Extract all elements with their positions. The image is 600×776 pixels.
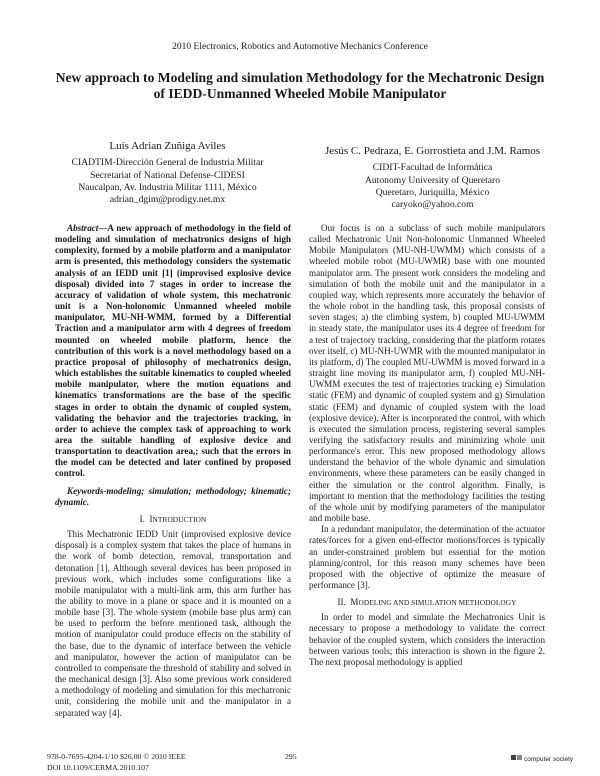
footer-isbn: 978-0-7695-4204-1/10 $26.00 © 2010 IEEE (47, 752, 186, 761)
abstract-label: Abstract (67, 223, 99, 233)
author-block-2 (305, 145, 560, 211)
author-affiliation: Secretariat of National Defense-CIDESI (90, 169, 245, 181)
author-affiliation: CIADTIM-Dirección General de Industria Militar (71, 157, 264, 169)
footer-copyright (47, 752, 186, 773)
author-address: Queretaro, Juriquilla, México (375, 186, 490, 198)
author-affiliation: Autonomy University of Queretaro (364, 174, 501, 186)
section-heading-introduction: I. INTRODUCTION (139, 513, 207, 524)
right-column (309, 223, 545, 668)
author-name: Luis Adrian Zuñiga Aviles (109, 140, 226, 152)
author-affiliation: CIDIT-Facultad de Informática (372, 162, 493, 174)
logo-square-icon (517, 755, 522, 760)
body-paragraph: Our focus is on a subclass of such mobile manipulators called Mechatronic Unit Non-holonomic Unmanned Wheeled Mobile Manipulators (MU-NH-UWMM) which consists of a wheeled mobile robot (MU-UWMR) base with one mounted manipulator arm. The present work considers the modeling and simulation of both the mobile unit and the manipulator in a coupled way, which represents more accurately the behavior of the whole robot in the handling task, this proposal consists of seven stages; a) the climbing system, b) coupled MU-UWMM in steady state, the manipulator uses its 4 degree of freedom for a test of trajectory tracking, considering that the platform rotates over itself, c) MU-NH-UWMR with the mounted manipulator in its platform, d) The coupled MU-UWMM is moved forward in a straight line moving its manipulator arm, f) coupled MU-NH-UWMM executes the test of trajectories tracking e) Simulation static (FEM) and dynamic of coupled system and g) Simulation static (FEM) and dynamic of coupled system with the load (explosive device). After is incorporated the control, with which is executed the simulation process, registering several samples verifying the satisfactory results and minimizing whole unit performance's error. This new proposed methodology allows understand the behavior of the whole dynamic and simulation environments, where these parameters can be easily changed in either the simulation or the control algorithm. Finally, is important to mention that the methodology facilities the testing of the whole unit by modifying parameters of the manipulator and mobile base. (309, 223, 545, 524)
title-line-1: New approach to Modeling and simulation Methodology for the Mechatronic Design (55, 70, 545, 85)
footer-doi: DOI 10.1109/CERMA.2010.107 (47, 762, 149, 772)
author-block-1 (40, 140, 295, 206)
intro-paragraph: This Mechatronic IEDD Unit (improvised explosive device disposal) is a complex system that takes the place of humans in the work of bomb detection, removal, transportation and detonation [1], Although several devices has been proposed in previous work, which includes some configurations like a mobile manipulator with a multi-link arm, this arm further has the ability to move in a plane or space and it is mounted on a mobile base [3]. The whole system (mobile base plus arm) can be used to perform the before mentioned task, although the motion of manipulator could produce effects on the stability of the base, due to the dynamic of interface between the vehicle and manipulator, however the action of manipulator can be controlled to compensate the threshold of stability and solved in the mechanical design [3]. Also some previous work considered a methodology of modeling and simulation for this mechatronic unit, considering the mobile unit and the manipulator in a separated way [4]. (55, 529, 291, 718)
author-name: Jesús C. Pedraza, E. Gorrostieta and J.M. Ramos (324, 145, 541, 157)
author-email: adrian_dgim@prodigy.net.mx (109, 194, 226, 206)
abstract-text: —A new approach of methodology in the field of modeling and simulation of mechatronics designs of high complexity, formed by a mobile platform and a manipulator arm is presented, this methodology considers the systematic analysis of an IEDD unit [1] (improvised explosive device disposal) divided into 7 stages in order to increase the accuracy of validation of whole system, this mechatronic unit is a Non-holonomic Unmanned wheeled mobile manipulator, MU-NH-WMM, formed by a Differential Traction and a manipulator arm with 4 degrees of freedom mounted on wheeled mobile platform, hence the contribution of this work is a novel methodology based on a practice proposal of philosophy of mechatronics design, which establishes the suitable kinematics to coupled wheeled mobile manipulator, where the motion equations and kinematics transformations are the base of the specific stages in order to obtain the dynamic of coupled system, validating the behavior and the trajectories tracking, in order to achieve the complex task of approaching to work area the suitable handling of explosive device and transportation to deactivation area,; such that the errors in the model can be detected and later confined by proposed control. (55, 223, 291, 479)
keywords: Keywords-modeling; simulation; methodology; kinematic; dynamic. (55, 485, 291, 507)
page-number: 295 (285, 752, 297, 761)
title-line-2: of IEDD-Unmanned Wheeled Mobile Manipulator (153, 86, 447, 101)
logo-text: computer society (524, 756, 574, 763)
conference-header: 2010 Electronics, Robotics and Automotive Mechanics Conference (172, 42, 428, 52)
author-email: caryoko@yahoo.com (391, 199, 474, 211)
paper-title (40, 70, 560, 102)
computer-society-logo (510, 753, 574, 771)
body-paragraph: In a redundant manipulator, the determination of the actuator rates/forces for a given end-effector motions/forces is typically an under-constrained problem but essential for the motion planning/control, for this reason many schemes have been proposed with the objective of optimize the measure of performance [3]. (309, 524, 545, 590)
left-column (55, 223, 291, 719)
logo-square-icon (511, 755, 516, 760)
author-address: Naucalpan, Av. Industria Militar 1111, México (78, 181, 257, 193)
section-heading-methodology: II. MODELING AND SIMULATION METHODOLOGY (337, 597, 517, 608)
body-paragraph: In order to model and simulate the Mechatronics Unit is necessary to propose a methodology to validate the correct behavior of the coupled system, which considers the interaction between various tools; this interaction is shown in the figure 2. The next proposal methodology is applied (309, 612, 545, 667)
abstract (55, 223, 291, 480)
